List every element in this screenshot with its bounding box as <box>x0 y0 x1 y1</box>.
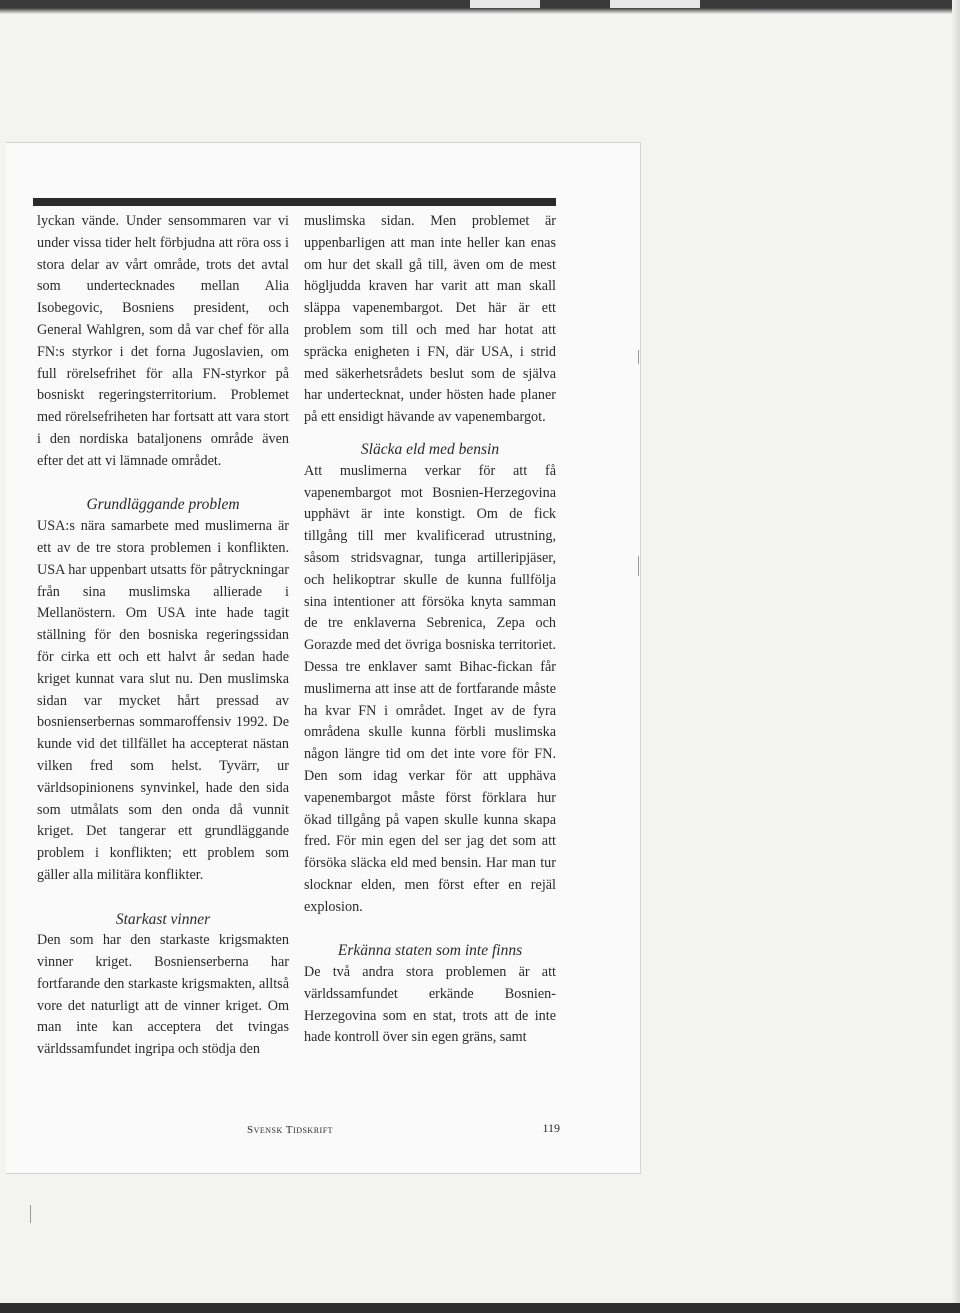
scan-edge-gap <box>610 0 700 8</box>
right-paragraph-2: Att muslimerna verkar för att få vapenembargot mot Bosnien-Herzegovina upphävt är inte konstigt. Om de fick tillgång till mer kvalificerad utrustning, såsom stridsvagnar, tunga artilleripjäser, och helikoptrar skulle de kunna fullfölja sina intentioner att försöka knyta samman de tre enklaverna Sebrenica, Zepa och Gorazde med det övriga bosniska territoriet. Dessa tre enklaver samt Bihac-fickan får muslimerna att inse att de fortfarande måste ha kvar FN i området. Inget av de fyra områdena skulle kunna förbli muslimska någon längre tid om det inte vore för FN. Den som idag verkar för att upphäva vapenembargot måste först förklara hur ökad tillgång på vapen skulle kunna skapa fred. För min egen del ser jag det som att försöka släcka eld med bensin. Har man tur slocknar elden, men först efter en rejäl explosion. <box>304 462 556 915</box>
right-paragraph-3: De två andra stora problemen är att världssamfundet erkände Bosnien-Herzegovina som en stat, trots att de inte hade kontroll över sin egen gräns, samt <box>304 964 556 1046</box>
right-paragraph-1: muslimska sidan. Men problemet är uppenbarligen att man inte heller kan enas om hur det skall gå till, även om de mest högljudda kraven har varit att man skall släppa vapenembargot. Det här är ett problem som till och med har hotat att spräcka enigheten i FN, där USA, i strid med säkerhetsrådets beslut som de själva har undertecknat, under hösten hade planer på ett ensidigt hävande av vapenembargot. <box>304 213 556 426</box>
scan-edge-gap <box>470 0 540 8</box>
subheading-slacka-eld: Släcka eld med bensin <box>360 440 500 458</box>
right-column <box>304 211 556 1049</box>
subheading-starkast-vinner: Starkast vinner <box>115 910 211 928</box>
header-rule <box>33 198 556 206</box>
subheading-erkanna-staten: Erkänna staten som inte finns <box>337 942 523 960</box>
margin-mark <box>638 350 639 364</box>
footer-journal-title: Svensk Tidskrift <box>246 1124 334 1136</box>
left-paragraph-2: USA:s nära samarbete med muslimerna är ett av de tre stora problemen i konflikten. USA har uppenbart utsatts för påtryckningar från sina muslimska allierade i Mellanöstern. Om USA inte hade tagit ställning för den bosniska regeringssidan för cirka ett och ett halvt år sedan hade kriget kunnat vara slut nu. Den muslimska sidan var mycket hårt pressad av bosnienserbernas sommaroffensiv 1992. De kunde vid det tillfället ha accepterat nästan vilken fred som helst. Tyvärr, ur världsopinionens synvinkel, hade den sida som utmålats som den onda då vunnit kriget. Det tangerar ett grundläggande problem i konflikten; ett problem som gäller alla militära konflikter. <box>37 518 289 883</box>
margin-mark <box>638 556 639 576</box>
subheading-grundlaggande-problem: Grundläggande problem <box>86 496 240 514</box>
left-paragraph-1: lyckan vände. Under sensommaren var vi under vissa tider helt förbjudna att röra oss i stora delar av vårt område, trots det avtal som undertecknades mellan Alia Isobegovic, Bosniens president, och General Wahlgren, som då var chef för alla FN:s styrkor i det forna Jugoslavien, om full rörelsefrihet för alla FN-styrkor på bosniskt regeringsterritorium. Problemet med rörelsefriheten har fortsatt att vara stort i den nordiska bataljonens område även efter det att vi lämnade området. <box>37 213 289 469</box>
left-paragraph-3: Den som har den starkaste krigsmakten vinner kriget. Bosnienserberna har fortfarande den starkaste krigsmakten, alltså vore det naturligt att de vinner kriget. Om man inte kan acceptera det tvingas världssamfundet ingripa och stödja den <box>37 932 289 1058</box>
scan-edge-right <box>952 0 960 1313</box>
margin-mark <box>30 1205 31 1223</box>
scan-edge-bottom <box>0 1303 960 1313</box>
left-column <box>37 211 289 1061</box>
footer-page-number: 119 <box>542 1121 560 1135</box>
